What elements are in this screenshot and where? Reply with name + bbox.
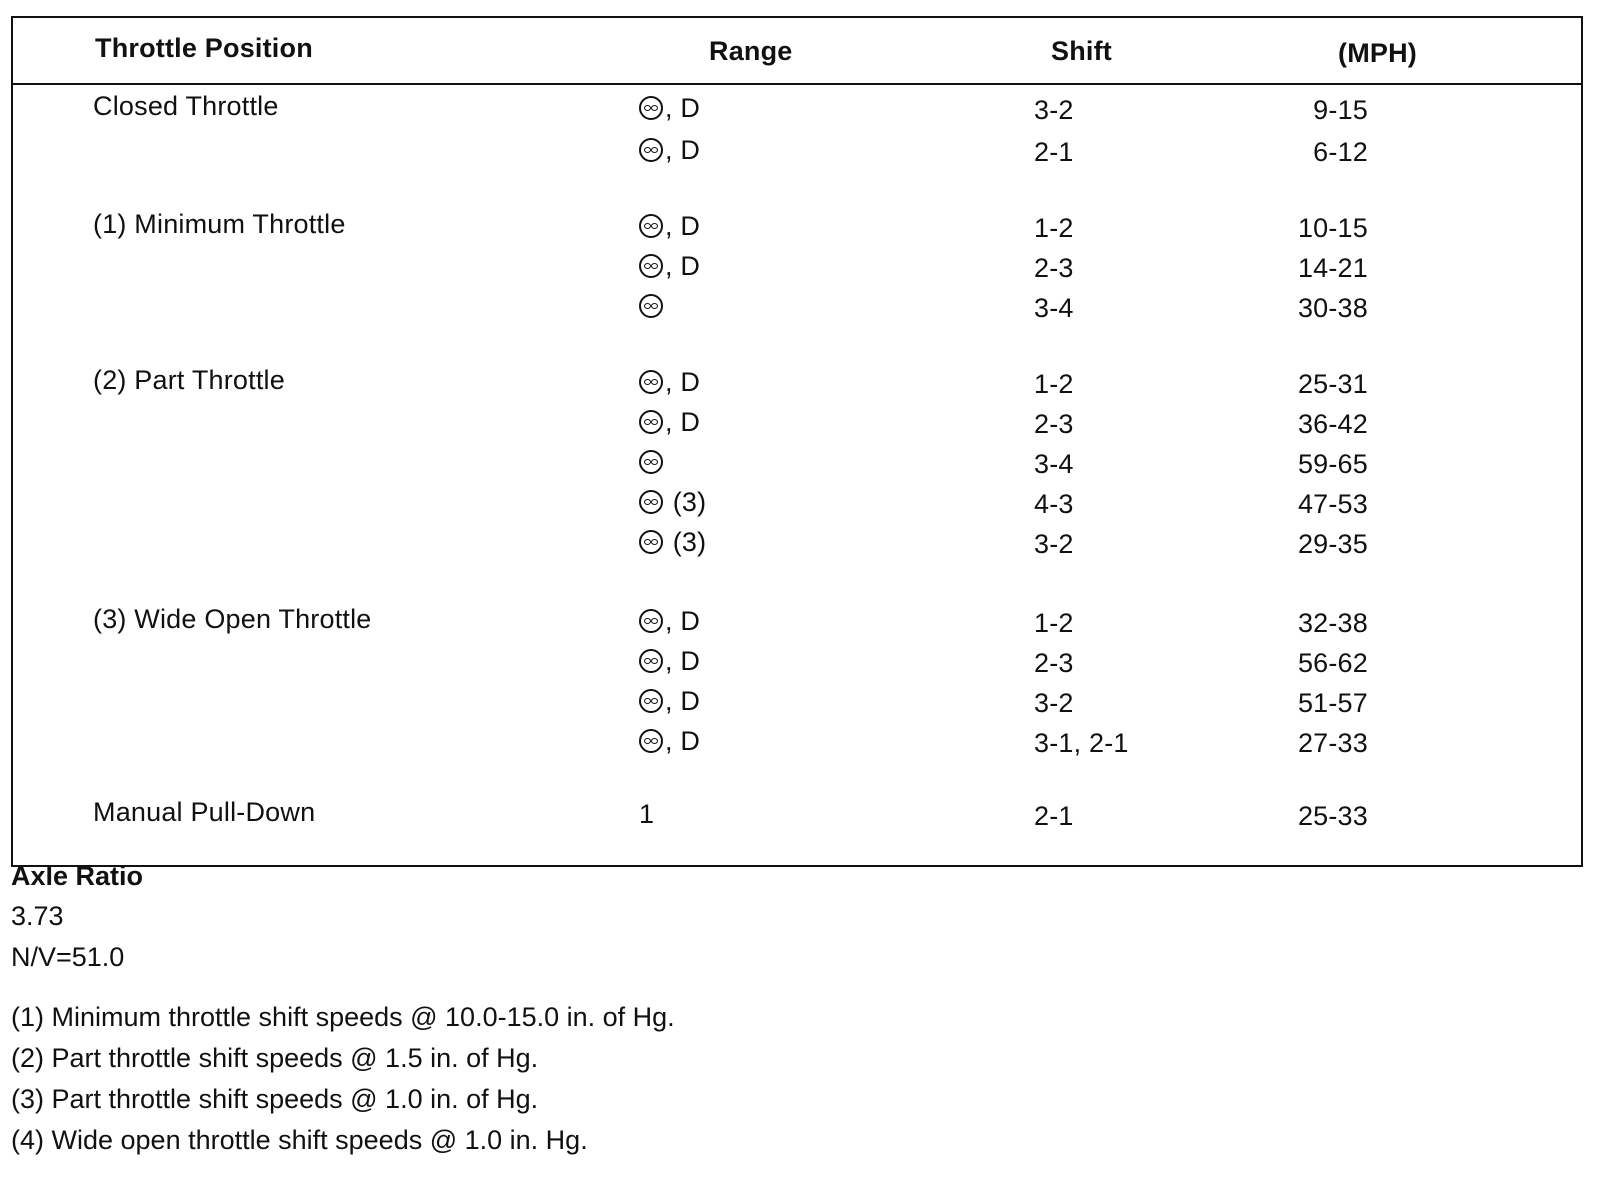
- overdrive-icon: [639, 689, 663, 713]
- shift-cell: 3-2: [1034, 688, 1074, 718]
- range-text: , D: [665, 646, 701, 676]
- overdrive-icon: [639, 370, 663, 394]
- overdrive-icon: [639, 96, 663, 120]
- shift-cell: 1-2: [1034, 369, 1074, 399]
- throttle-position-label: Manual Pull-Down: [93, 797, 316, 827]
- header-throttle-position: Throttle Position: [95, 33, 313, 63]
- overdrive-icon: [639, 410, 663, 434]
- throttle-position-label: (3) Wide Open Throttle: [93, 604, 372, 634]
- range-cell: [639, 648, 700, 675]
- range-text: , D: [665, 211, 701, 241]
- mph-cell: 27-33: [1297, 728, 1368, 758]
- header-divider: [13, 83, 1581, 85]
- range-cell: [639, 137, 700, 164]
- range-text: , D: [665, 686, 701, 716]
- shift-cell: 2-3: [1034, 409, 1074, 439]
- range-cell: [639, 409, 700, 436]
- range-text: (3): [665, 487, 707, 517]
- mph-cell: 25-31: [1297, 369, 1368, 399]
- range-text: 1: [639, 799, 655, 829]
- overdrive-icon: [639, 609, 663, 633]
- range-text: , D: [665, 93, 701, 123]
- range-cell: [639, 213, 700, 240]
- shift-cell: 3-2: [1034, 529, 1074, 559]
- footnote-item: (4) Wide open throttle shift speeds @ 1.0 in. Hg.: [11, 1125, 588, 1155]
- mph-cell: 6-12: [1313, 137, 1368, 167]
- mph-cell: 29-35: [1297, 529, 1368, 559]
- overdrive-icon: [639, 294, 663, 318]
- range-cell: [639, 801, 654, 828]
- mph-cell: 30-38: [1297, 293, 1368, 323]
- overdrive-icon: [639, 138, 663, 162]
- range-cell: [639, 529, 706, 556]
- range-text: , D: [665, 367, 701, 397]
- overdrive-icon: [639, 254, 663, 278]
- shift-cell: 3-4: [1034, 449, 1074, 479]
- shift-cell: 3-2: [1034, 95, 1074, 125]
- range-text: , D: [665, 135, 701, 165]
- shift-cell: 2-3: [1034, 648, 1074, 678]
- throttle-position-label: Closed Throttle: [93, 91, 279, 121]
- overdrive-icon: [639, 490, 663, 514]
- nv-value: N/V=51.0: [11, 942, 125, 972]
- shift-cell: 3-1, 2-1: [1034, 728, 1129, 758]
- range-cell: [639, 688, 700, 715]
- mph-cell: 36-42: [1297, 409, 1368, 439]
- mph-cell: 32-38: [1297, 608, 1368, 638]
- axle-ratio-heading: Axle Ratio: [11, 861, 144, 891]
- range-cell: [639, 728, 700, 755]
- range-text: , D: [665, 251, 701, 281]
- range-text: , D: [665, 726, 701, 756]
- throttle-position-label: (2) Part Throttle: [93, 365, 285, 395]
- mph-cell: 9-15: [1313, 95, 1368, 125]
- shift-cell: 3-4: [1034, 293, 1074, 323]
- overdrive-icon: [639, 729, 663, 753]
- range-cell: [639, 489, 706, 516]
- overdrive-icon: [639, 214, 663, 238]
- header-range: Range: [709, 36, 793, 66]
- range-cell: [639, 95, 700, 122]
- range-text: , D: [665, 606, 701, 636]
- axle-ratio-value: 3.73: [11, 901, 64, 931]
- mph-cell: 51-57: [1297, 688, 1368, 718]
- mph-cell: 47-53: [1297, 489, 1368, 519]
- range-cell: [639, 293, 665, 320]
- mph-cell: 56-62: [1297, 648, 1368, 678]
- range-cell: [639, 253, 700, 280]
- mph-cell: 25-33: [1297, 801, 1368, 831]
- shift-cell: 2-1: [1034, 801, 1074, 831]
- overdrive-icon: [639, 530, 663, 554]
- header-shift: Shift: [1051, 36, 1112, 66]
- shift-cell: 2-3: [1034, 253, 1074, 283]
- footnote-item: (1) Minimum throttle shift speeds @ 10.0-15.0 in. of Hg.: [11, 1002, 675, 1032]
- range-text: (3): [665, 527, 707, 557]
- overdrive-icon: [639, 649, 663, 673]
- footnote-item: (2) Part throttle shift speeds @ 1.5 in. of Hg.: [11, 1043, 539, 1073]
- range-cell: [639, 369, 700, 396]
- throttle-position-label: (1) Minimum Throttle: [93, 209, 346, 239]
- mph-cell: 14-21: [1297, 253, 1368, 283]
- range-text: , D: [665, 407, 701, 437]
- range-cell: [639, 449, 665, 476]
- shift-speed-table: [11, 16, 1583, 867]
- footnote-item: (3) Part throttle shift speeds @ 1.0 in. of Hg.: [11, 1084, 539, 1114]
- overdrive-icon: [639, 450, 663, 474]
- shift-cell: 2-1: [1034, 137, 1074, 167]
- range-cell: [639, 608, 700, 635]
- shift-cell: 4-3: [1034, 489, 1074, 519]
- mph-cell: 59-65: [1297, 449, 1368, 479]
- mph-cell: 10-15: [1297, 213, 1368, 243]
- shift-cell: 1-2: [1034, 608, 1074, 638]
- shift-cell: 1-2: [1034, 213, 1074, 243]
- header-mph: (MPH): [1338, 38, 1417, 68]
